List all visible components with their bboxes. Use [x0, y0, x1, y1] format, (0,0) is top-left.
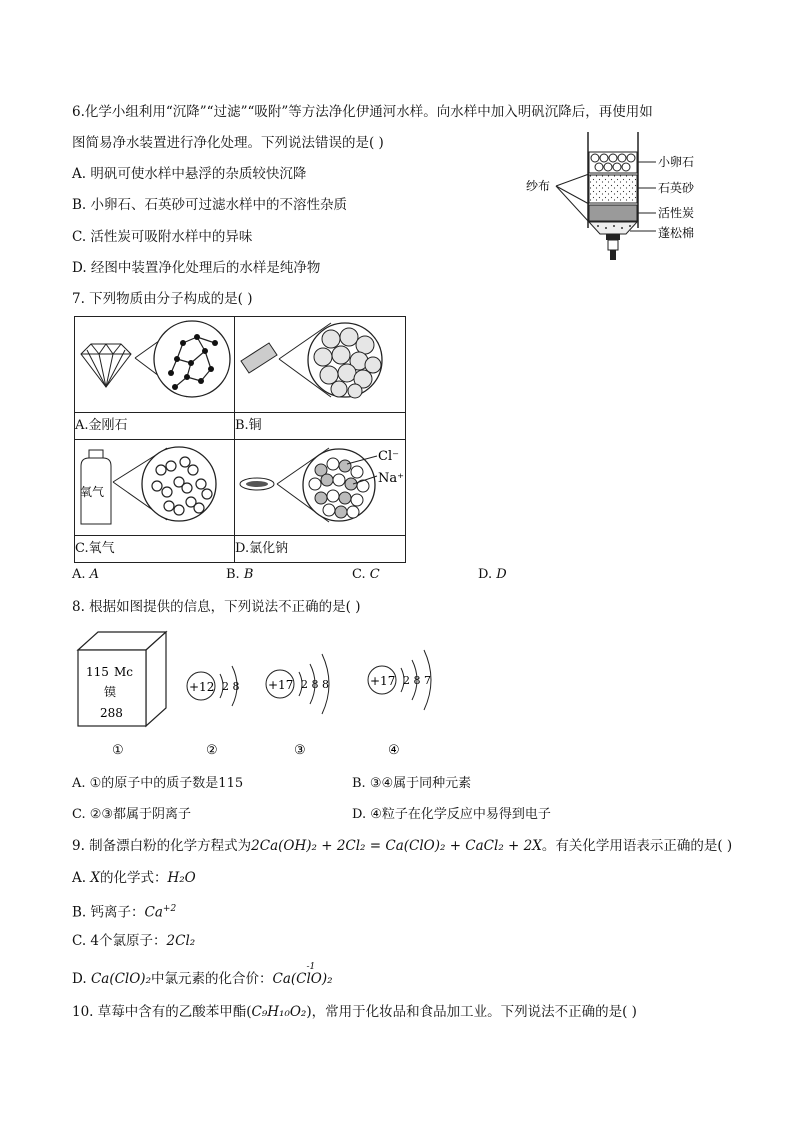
layer-label-carbon: 活性炭: [658, 206, 695, 220]
q8-option-d: D. ④粒子在化学反应中易得到电子: [352, 807, 551, 822]
q7-table: [74, 316, 406, 563]
cell-label-c: C.氧气: [75, 536, 235, 563]
oxygen-structure-figure: [75, 440, 234, 531]
sodium-label: Na⁺: [378, 471, 404, 486]
q6-option-b: B. 小卵石、石英砂可过滤水样中的不溶性杂质: [72, 197, 348, 213]
chloride-label: Cl⁻: [378, 449, 399, 464]
q9-equation: 2Ca(OH)₂ + 2Cl₂ = Ca(ClO)₂ + CaCl₂ + 2X: [251, 838, 542, 854]
nacl-structure-figure: [235, 440, 405, 531]
q10-formula: C₉H₁₀O₂: [251, 1004, 307, 1020]
cell-label-d: D.氯化钠: [235, 536, 406, 563]
q9-option-a: A. X的化学式：H₂O: [72, 870, 196, 886]
sand-layer: [589, 175, 637, 203]
element-number: 115: [86, 665, 109, 679]
q8-option-b: B. ③④属于同种元素: [352, 776, 472, 791]
cotton-layer: [589, 222, 637, 234]
element-symbol: Mc: [114, 665, 134, 679]
q8-option-c: C. ②③都属于阴离子: [72, 807, 192, 822]
cell-nacl-figure: [235, 440, 406, 536]
atom-4-nucleus: +17: [370, 674, 396, 688]
q7-answer-d: D. D: [478, 567, 507, 582]
figure-number-4: ④: [388, 743, 400, 758]
figure-number-3: ③: [294, 743, 306, 758]
layer-label-cotton: 蓬松棉: [658, 226, 695, 240]
q9-option-c: C. 4个氯原子：2Cl₂: [72, 933, 196, 949]
q9-option-b: B. 钙离子：$Ca^{+2}$: [72, 904, 177, 921]
q7-answer-b: B. B: [226, 567, 254, 582]
cell-oxygen-figure: [75, 440, 235, 536]
cell-copper-figure: [235, 317, 406, 413]
q6-stem-line-2: 图简易净水装置进行净化处理。下列说法错误的是( ): [72, 135, 384, 151]
q7-answer-a: A. A: [72, 567, 100, 582]
element-mass: 288: [100, 706, 123, 720]
cell-label-b: B.铜: [235, 413, 406, 440]
diamond-structure-figure: [75, 317, 234, 408]
atom-3-nucleus: +17: [268, 678, 294, 692]
copper-structure-figure: [235, 317, 405, 408]
bottle-label: 氧气: [80, 485, 105, 499]
q6-stem-line-1: 6.化学小组利用“沉降”“过滤”“吸附”等方法净化伊通河水样。向水样中加入明矾沉降后，再使用如: [72, 104, 653, 120]
carbon-layer: [589, 205, 637, 221]
layer-label-pebble: 小卵石: [658, 155, 695, 169]
q8-option-a: A. ①的原子中的质子数是115: [72, 776, 244, 791]
atom-2-nucleus: +12: [189, 680, 215, 694]
pebble-layer: [589, 152, 637, 173]
q8-figure: [72, 628, 452, 760]
water-filter-figure: [520, 130, 720, 265]
cell-label-a: A.金刚石: [75, 413, 235, 440]
layer-label-sand: 石英砂: [658, 181, 695, 195]
q8-stem: 8. 根据如图提供的信息，下列说法不正确的是( ): [72, 599, 361, 615]
q6-option-a: A. 明矾可使水样中悬浮的杂质较快沉降: [72, 166, 307, 182]
atom-4-shells: 2 8 7: [403, 674, 431, 687]
cell-diamond-figure: [75, 317, 235, 413]
q7-answer-c: C. C: [352, 567, 380, 582]
valence-mark: -1: [306, 962, 316, 972]
atom-3-shells: 2 8 8: [301, 678, 329, 691]
q10-stem: 10. 草莓中含有的乙酸苯甲酯(C₉H₁₀O₂)，常用于化妆品和食品加工业。下列说法不正确的是( ): [72, 1004, 637, 1020]
atom-2-shells: 2 8: [222, 680, 240, 693]
q7-stem: 7. 下列物质由分子构成的是( ): [72, 291, 253, 307]
figure-number-1: ①: [112, 743, 124, 758]
q6-option-c: C. 活性炭可吸附水样中的异味: [72, 229, 253, 245]
q6-option-d: D. 经图中装置净化处理后的水样是纯净物: [72, 260, 321, 276]
element-name: 镆: [104, 685, 117, 699]
figure-number-2: ②: [206, 743, 218, 758]
q9-option-d: D. Ca(ClO)₂中氯元素的化合价： -1 Ca(ClO)₂: [72, 970, 333, 988]
q9-stem: 9. 制备漂白粉的化学方程式为2Ca(OH)₂ + 2Cl₂ = Ca(ClO)₂ + CaCl₂ + 2X。有关化学用语表示正确的是( ): [72, 838, 733, 854]
cloth-label: 纱布: [526, 179, 551, 193]
